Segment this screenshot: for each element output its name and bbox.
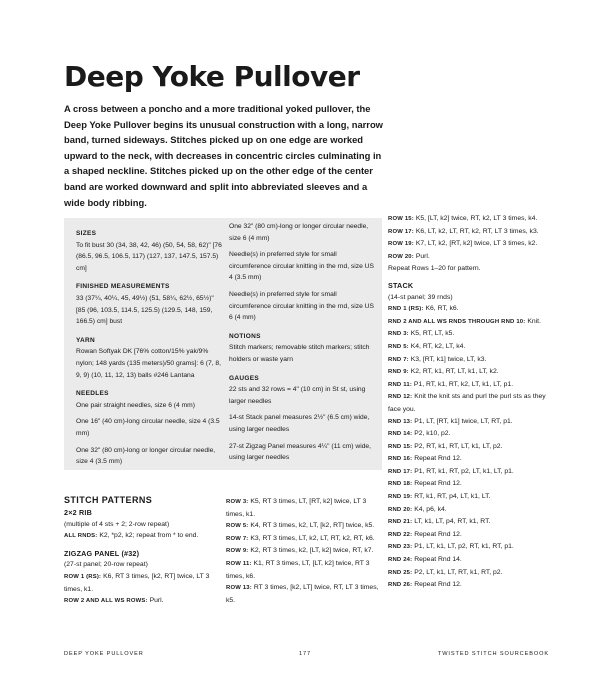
needles-item: One 32" (80 cm)-long or longer circular needle, size 6 (4 mm) [229,223,369,242]
notions-text: Stitch markers; removable stitch markers; stitch holders or waste yarn [229,344,370,363]
pattern-row [388,238,548,251]
pattern-row [226,558,382,582]
row-label: RND 12: [388,394,413,401]
right-column [388,213,548,592]
row-label: RND 20: [388,506,413,513]
pattern-row [388,504,548,517]
row-label: ROW 7: [226,535,249,542]
row-text: P1, LT, k1, LT, p2, RT, k1, RT, p1. [412,543,514,551]
pattern-row [226,533,382,546]
materials-right-column [229,221,377,464]
row-label: RND 24: [388,557,413,564]
intro-paragraph: A cross between a poncho and a more traditional yoked pullover, the Deep Yoke Pullover begins its unusual construction with a long, narrow band, turned sideways. Stitches picked up on one edge are worked upward to the neck, with decreases in concentric circles culminating in a shaped neckline. Stitches picked up on the other edge of the center band are worked downward and split into abbreviated sleeves and a wide body ribbing. [64,103,383,208]
row-label: RND 16: [388,456,413,463]
row-text: P1, LT, [RT, k1] twice, LT, RT, p1. [412,417,513,425]
pattern-row [64,530,214,543]
pattern-row [226,520,382,533]
row-text: K7, LT, k2, [RT, k2] twice, LT 3 times, k2. [413,240,538,248]
rib-subtitle: (multiple of 4 sts + 2; 2-row repeat) [64,520,170,528]
row-label: RND 26: [388,582,413,589]
rib-heading: 2×2 RIB [64,508,92,517]
materials-box [64,218,382,470]
gauge-item: 14-st Stack panel measures 2½" (6.5 cm) wide, using larger needles [229,414,370,433]
row-text: K2, *p2, k2; repeat from * to end. [97,532,199,540]
row-text: K6, LT, k2, LT, RT, k2, RT, LT 3 times, k3. [413,227,539,235]
row-text: K3, [RT, k1] twice, LT, k3. [408,355,487,363]
finished-measurements-heading: FINISHED MEASUREMENTS [76,283,170,291]
pattern-row [388,554,548,567]
pattern-row [226,496,382,520]
pattern-row [388,478,548,491]
repeat-note: Repeat Rows 1–20 for pattern. [388,265,481,273]
row-text: Repeat Rnd 12. [412,581,462,589]
sizes-heading: SIZES [76,230,97,237]
pattern-row [388,466,548,479]
row-text: P1, RT, k1, RT, k2, LT, k1, LT, p1. [412,380,514,388]
pattern-row [64,595,214,608]
row-text: K1, RT 3 times, LT, [LT, k2] twice, RT 3 times, k6. [226,559,370,580]
row-label: ALL RNDS: [64,533,98,540]
pattern-row [388,441,548,454]
pattern-row [388,354,548,367]
pattern-row [388,416,548,429]
row-text: P1, RT, k1, RT, p2, LT, k1, LT, p1. [412,467,514,475]
needles-item: Needle(s) in preferred style for small circumference circular knitting in the rnd, size US 4 (3.5 mm) [229,251,374,282]
pattern-row [388,541,548,554]
yarn-text: Rowan Softyak DK [76% cotton/15% yak/9% nylon; 148 yards (135 meters)/50 grams]: 6 (7, 8, 9, 9) (10, 11, 12, 13) balls #246 Lantana [76,348,221,379]
row-label: RND 7: [388,356,409,363]
row-text: Knit. [525,317,541,325]
row-text: P2, LT, k1, LT, RT, k1, RT, p2. [412,568,503,576]
pattern-row [388,328,548,341]
row-text: Repeat Rnd 12. [412,530,462,538]
footer-book-title: TWISTED STITCH SOURCEBOOK [437,651,549,657]
row-label: RND 13: [388,418,413,425]
row-text: P2, RT, k1, RT, LT, k1, LT, p2. [412,442,503,450]
pattern-row [226,545,382,558]
stack-subtitle: (14-st panel; 39 rnds) [388,293,453,301]
row-label: RND 5: [388,343,409,350]
row-text: LT, k1, LT, p4, RT, k1, RT. [412,518,491,526]
zigzag-rows-column [226,496,382,606]
page-title: Deep Yoke Pullover [64,60,360,93]
pattern-row [388,303,548,316]
finished-measurements-text: 33 (37¼, 40¼, 45, 49½) (51, 58¼, 62½, 65½)" [85 (96, 103.5, 114.5, 125.5) (129.5, 148, 159, 166.5) cm] bust [76,294,214,326]
pattern-row [388,428,548,441]
pattern-row [388,567,548,580]
pattern-row [388,213,548,226]
pattern-row [388,516,548,529]
stitch-patterns-heading: STITCH PATTERNS [64,495,153,505]
pattern-row [64,571,214,595]
row-label: RND 21: [388,519,413,526]
row-text: K4, RT 3 times, k2, LT, [k2, RT] twice, k5. [248,522,375,530]
row-text: K3, RT 3 times, LT, k2, LT, RT, k2, RT, k6. [248,534,375,542]
row-label: ROW 20: [388,253,414,260]
row-label: RND 19: [388,494,413,501]
gauge-item: 22 sts and 32 rows = 4" (10 cm) in St st, using larger needles [229,386,366,405]
row-text: RT, k1, RT, p4, LT, k1, LT. [412,493,491,501]
row-text: K4, p6, k4. [412,505,447,513]
row-text: Purl. [413,252,430,260]
notions-heading: NOTIONS [229,332,261,340]
needles-item: One 32" (80 cm)-long or longer circular needle, size 4 (3.5 mm) [76,446,216,466]
row-text: K6, RT, k6. [423,305,459,313]
needles-item: One pair straight needles, size 6 (4 mm) [76,401,195,409]
row-label: RND 11: [388,381,412,388]
stack-heading: STACK [388,280,414,290]
row-label: ROW 5: [226,523,249,530]
pattern-row [388,226,548,239]
pattern-row [388,379,548,392]
pattern-row [388,316,548,329]
row-label: ROW 15: [388,216,414,222]
page-number: 177 [299,651,312,657]
row-text: K5, RT, LT, k5. [408,330,455,338]
needles-heading: NEEDLES [76,390,109,398]
footer-pattern-name: DEEP YOKE PULLOVER [64,651,144,657]
pattern-row [388,391,548,415]
row-label: RND 17: [388,468,413,475]
row-text: Knit the knit sts and purl the purl sts as they face you. [388,393,546,413]
pattern-row [388,491,548,504]
row-label: ROW 9: [226,548,249,555]
row-label: ROW 17: [388,228,414,235]
stack-rows [388,303,548,592]
row-label: RND 23: [388,544,413,551]
row-label: RND 14: [388,431,413,438]
row-label: RND 25: [388,569,413,576]
row-text: Repeat Rnd 12. [412,480,462,488]
sizes-text: To fit bust 30 (34, 38, 42, 46) (50, 54, 58, 62)" [76 (86.5, 96.5, 106.5, 117) (127, 137, 147.5, 157.5) cm] [76,241,222,272]
row-label: RND 9: [388,369,409,376]
row-label: RND 22: [388,531,413,538]
row-text: Repeat Rnd 12. [412,455,462,463]
row-label: ROW 19: [388,241,414,248]
row-text: K5, RT 3 times, LT, [RT, k2] twice, LT 3 times, k1. [226,498,367,518]
row-label: RND 2 AND ALL WS RNDS THROUGH RND 10: [388,318,526,325]
row-text: RT 3 times, [k2, LT] twice, RT, LT 3 times, k5. [226,584,379,604]
pattern-row [388,529,548,542]
materials-left-column [76,228,222,468]
pattern-row [388,341,548,354]
zigzag-subtitle: (27-st panel; 20-row repeat) [64,561,148,569]
row-text: K2, RT 3 times, k2, [LT, k2] twice, RT, k7. [248,547,374,555]
row-text: K5, [LT, k2] twice, RT, k2, LT 3 times, k4. [413,215,538,222]
row-text: Purl. [147,597,164,605]
row-label: ROW 1 (RS): [64,573,102,580]
pattern-row [388,251,548,264]
row-text: K2, RT, k1, RT, LT, k1, LT, k2. [408,368,499,376]
pattern-row [388,453,548,466]
row-label: RND 15: [388,443,413,450]
row-text: K6, RT 3 times, [k2, RT] twice, LT 3 times, k1. [64,572,210,593]
gauges-heading: GAUGES [229,374,259,382]
gauge-item: 27-st Zigzag Panel measures 4¼" (11 cm) wide, using larger needles [229,442,372,462]
needles-item: Needle(s) in preferred style for small circumference circular knitting in the rnd, size US 6 (4 mm) [229,290,374,322]
row-label: RND 3: [388,331,409,338]
row-text: P2, k10, p2. [412,430,451,438]
pattern-row [226,582,382,606]
row-label: ROW 11: [226,560,252,567]
stitch-patterns-column [64,494,214,608]
row-label: RND 18: [388,481,413,488]
row-text: K4, RT, k2, LT, k4. [408,342,466,350]
row-label: RND 1 (RS): [388,306,424,313]
needles-item: One 16" (40 cm)-long circular needle, size 4 (3.5 mm) [76,418,220,437]
yarn-heading: YARN [76,336,96,344]
row-label: ROW 2 AND ALL WS ROWS: [64,598,148,605]
row-text: Repeat Rnd 14. [412,556,462,564]
pattern-row [388,579,548,592]
zigzag-heading: ZIGZAG PANEL (#32) [64,548,140,558]
row-label: ROW 3: [226,499,249,505]
row-label: ROW 13: [226,585,252,592]
pattern-row [388,366,548,379]
